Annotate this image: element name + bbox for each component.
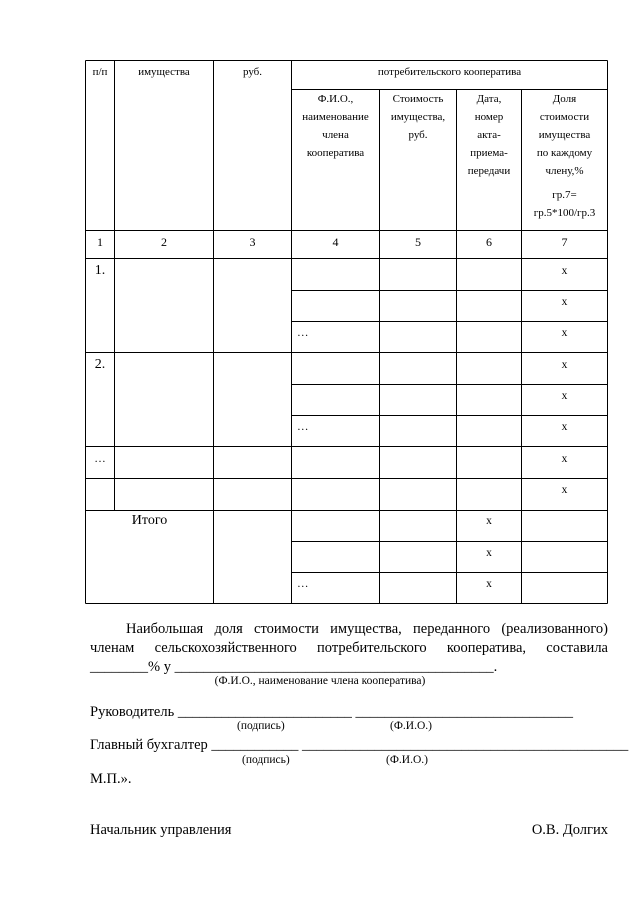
header-col7-formula1: гр.7= — [552, 189, 577, 201]
footer-position: Начальник управления — [90, 822, 232, 838]
accountant-signature-line: ____________ _____________________________________________ — [211, 737, 629, 753]
header-col7-line2: стоимости — [539, 111, 590, 123]
header-col6-line5: передачи — [467, 165, 511, 177]
row-label-1: 1. — [94, 263, 106, 278]
header-col6-line2: номер — [474, 111, 504, 123]
head-signature-row — [90, 704, 573, 721]
colnum-2: 2 — [161, 235, 167, 249]
summary-caption: (Ф.И.О., наименование члена кооператива) — [214, 675, 426, 687]
x-mark: х — [561, 296, 568, 308]
header-col6-line1: Дата, — [476, 93, 502, 105]
header-col5-line2: имущества, — [390, 111, 446, 123]
header-col7-line1: Доля — [552, 93, 577, 105]
acc-sign-caption: (подпись) — [242, 754, 290, 766]
row-label-2: 2. — [94, 357, 106, 372]
header-col6 — [457, 90, 521, 180]
header-col4-line3: члена — [322, 129, 349, 141]
header-col7-line5: члену,% — [545, 165, 584, 177]
header-col7-line4: по каждому — [536, 147, 593, 159]
header-col7-line3: имущества — [538, 129, 591, 141]
x-mark: х — [486, 547, 492, 559]
x-mark: х — [561, 265, 568, 277]
stamp-label: М.П.». — [90, 771, 132, 787]
x-mark: х — [561, 484, 568, 496]
colnum-5: 5 — [415, 235, 421, 249]
header-col6-line3: акта- — [477, 129, 501, 141]
summary-paragraph — [90, 620, 608, 677]
x-mark: х — [561, 359, 568, 371]
x-mark: х — [561, 390, 568, 402]
header-col5 — [380, 90, 456, 144]
x-mark: х — [486, 515, 492, 527]
ellipsis-cell: … — [297, 327, 309, 339]
x-mark: х — [561, 327, 568, 339]
summary-text: Наибольшая доля стоимости имущества, переданного (реализованного) членам сельскохозяйственного потребительского кооператива, составила ________% у ____________________________________________. — [90, 621, 608, 675]
row-label-ellipsis: … — [94, 453, 106, 465]
header-col3: руб. — [242, 66, 263, 78]
row-label-total: Итого — [131, 513, 168, 528]
header-col7-formula2: гр.5*100/гр.3 — [533, 207, 596, 219]
header-col1: п/п — [92, 66, 108, 78]
accountant-label: Главный бухгалтер — [90, 737, 208, 753]
acc-name-caption: (Ф.И.О.) — [386, 754, 428, 766]
colnum-1: 1 — [97, 235, 103, 249]
header-group: потребительского кооператива — [377, 66, 522, 78]
colnum-6: 6 — [486, 235, 492, 249]
colnum-4: 4 — [332, 235, 339, 249]
header-col5-line1: Стоимость — [392, 93, 444, 105]
header-col4-line1: Ф.И.О., — [317, 93, 354, 105]
header-col4 — [292, 90, 379, 162]
colnum-3: 3 — [249, 235, 256, 249]
header-col7 — [522, 90, 607, 222]
colnum-7: 7 — [561, 235, 568, 249]
accountant-signature-row — [90, 737, 628, 754]
head-sign-caption: (подпись) — [237, 720, 285, 732]
header-col4-line2: наименование — [302, 111, 369, 123]
head-name-caption: (Ф.И.О.) — [390, 720, 432, 732]
x-mark: х — [486, 578, 492, 590]
ellipsis-cell: … — [297, 578, 309, 590]
head-label: Руководитель — [90, 704, 175, 720]
ellipsis-cell: … — [297, 421, 309, 433]
header-col4-line4: кооператива — [306, 147, 365, 159]
footer-name: О.В. Долгих — [531, 822, 608, 838]
header-col2: имущества — [138, 66, 190, 78]
header-col5-line3: руб. — [408, 129, 428, 141]
header-col6-line4: приема- — [470, 147, 508, 159]
x-mark: х — [561, 453, 568, 465]
x-mark: х — [561, 421, 568, 433]
head-signature-line: ________________________ ______________________________ — [177, 704, 573, 720]
